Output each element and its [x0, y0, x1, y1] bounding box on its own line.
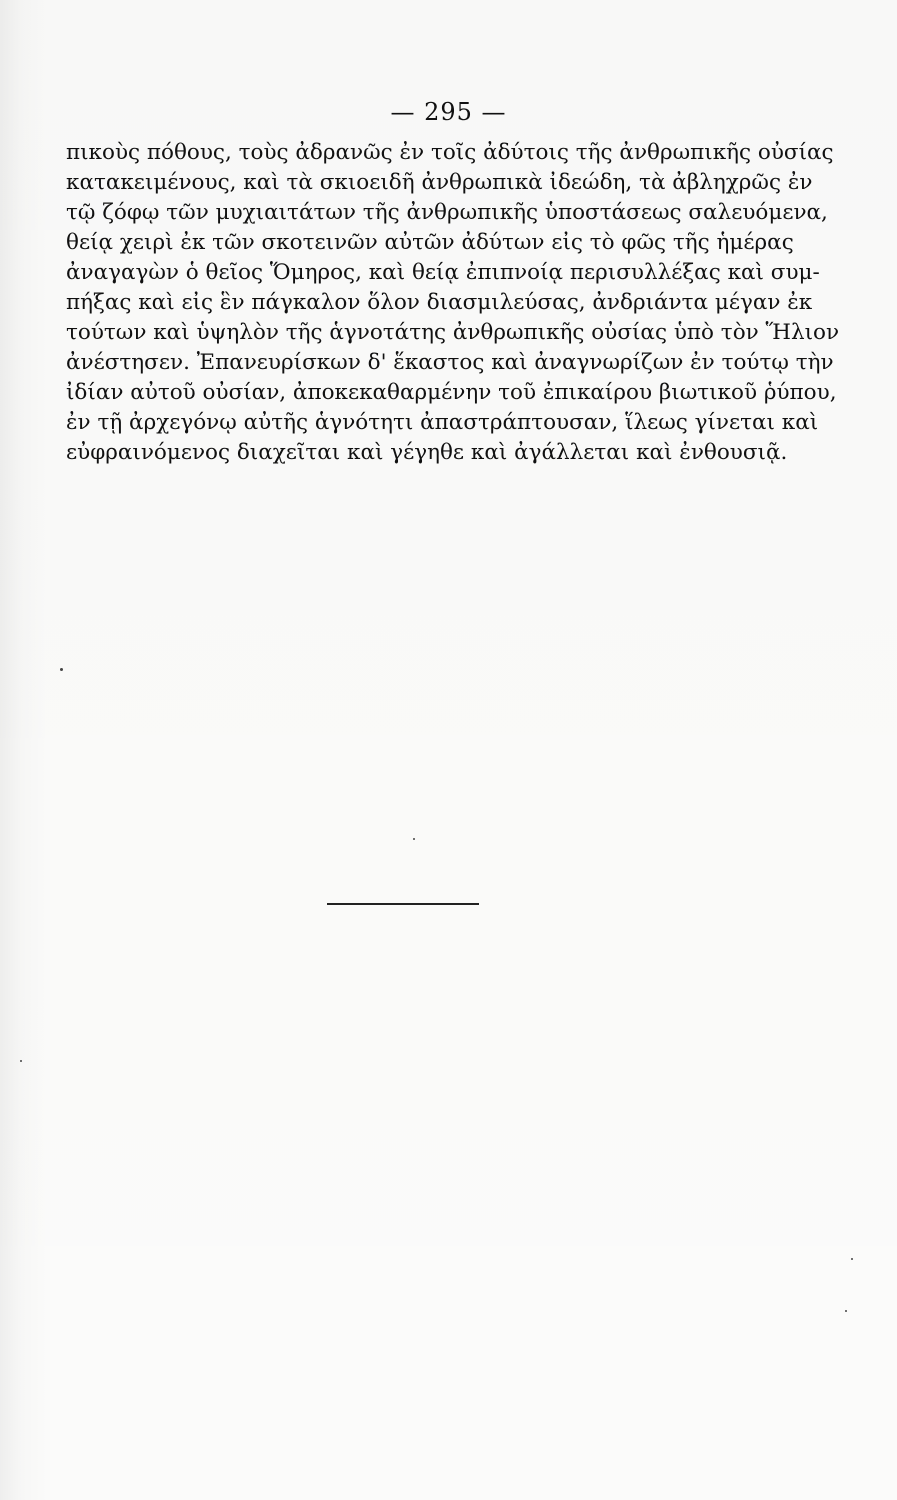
text-line: ἰδίαν αὐτοῦ οὐσίαν, ἀποκεκαθαρμένην τοῦ ἐπικαίρου βιωτικοῦ ῥύπου,	[66, 380, 837, 405]
section-divider-rule	[327, 903, 479, 905]
paper-speck	[20, 1060, 22, 1062]
page-number: — 295 —	[390, 98, 507, 126]
text-line: ἀνέστησεν. Ἐπανευρίσκων δ' ἕκαστος καὶ ἀναγνωρίζων ἐν τούτῳ τὴν	[66, 350, 834, 375]
paper-speck	[845, 1310, 847, 1312]
text-line: ἐν τῇ ἀρχεγόνῳ αὐτῆς ἁγνότητι ἀπαστράπτουσαν, ἵλεως γίνεται καὶ	[66, 410, 819, 435]
paper-speck	[413, 838, 415, 840]
text-line: τούτων καὶ ὑψηλὸν τῆς ἁγνοτάτης ἀνθρωπικῆς οὐσίας ὑπὸ τὸν Ἥλιον	[66, 320, 840, 345]
body-text	[66, 138, 840, 468]
paper-speck	[60, 668, 63, 671]
text-line: πήξας καὶ εἰς ἓν πάγκαλον ὅλον διασμιλεύσας, ἀνδριάντα μέγαν ἐκ	[66, 290, 813, 315]
text-line: τῷ ζόφῳ τῶν μυχιαιτάτων τῆς ἀνθρωπικῆς ὑποστάσεως σαλευόμενα,	[66, 200, 828, 225]
text-line-last: εὐφραινόμενος διαχεῖται καὶ γέγηθε καὶ ἀγάλλεται καὶ ἐνθουσιᾷ.	[66, 440, 788, 465]
text-line: θείᾳ χειρὶ ἐκ τῶν σκοτεινῶν αὐτῶν ἀδύτων εἰς τὸ φῶς τῆς ἡμέρας	[66, 230, 794, 255]
text-line: πικοὺς πόθους, τοὺς ἀδρανῶς ἐν τοῖς ἀδύτοις τῆς ἀνθρωπικῆς οὐσίας	[66, 140, 834, 165]
text-line: ἀναγαγὼν ὁ θεῖος Ὅμηρος, καὶ θείᾳ ἐπιπνοίᾳ περισυλλέξας καὶ συμ-	[66, 260, 820, 285]
paper-speck	[851, 1258, 853, 1260]
text-line: κατακειμένους, καὶ τὰ σκιοειδῆ ἀνθρωπικὰ ἰδεώδη, τὰ ἀβληχρῶς ἐν	[66, 170, 813, 195]
